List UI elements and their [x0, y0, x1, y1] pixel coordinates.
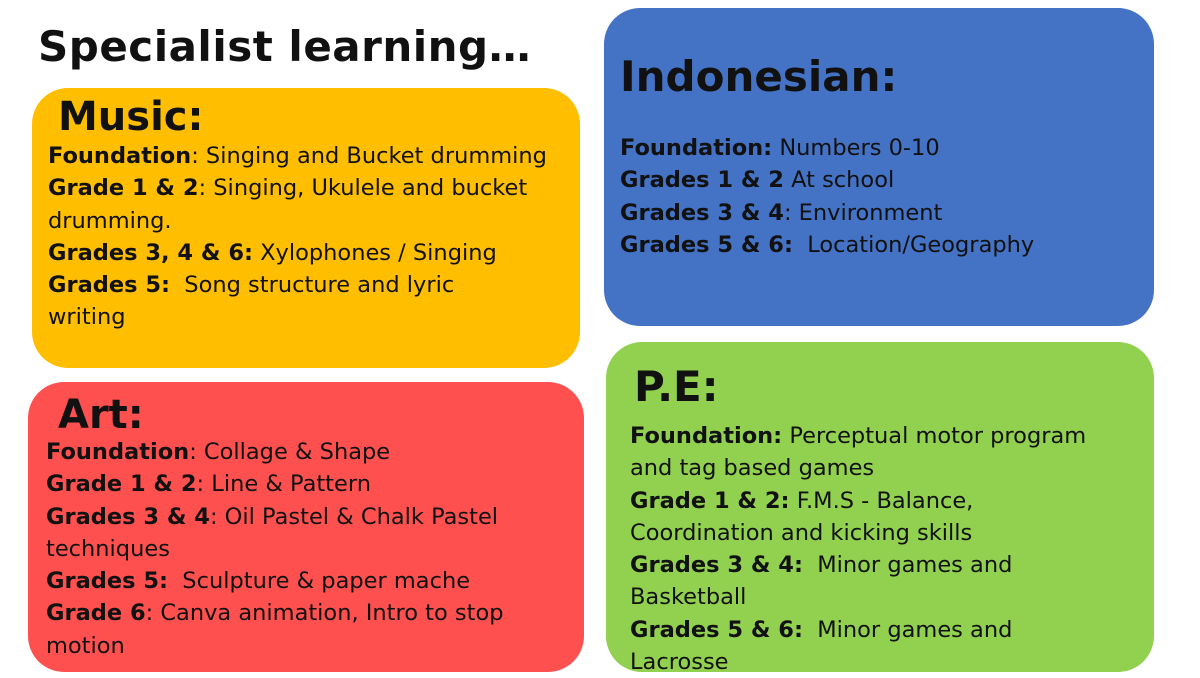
page-title: Specialist learning… [38, 22, 532, 71]
pe-line [630, 485, 1150, 517]
indonesian-line-text: At school [783, 167, 895, 194]
music-line-text: Xylophones / Singing [252, 239, 497, 266]
art-line [46, 630, 576, 662]
indonesian-panel [604, 8, 1154, 326]
music-panel-title: Music: [58, 94, 204, 140]
indonesian-panel-lines [620, 132, 1150, 261]
art-line-label: Grade 1 & 2 [46, 471, 197, 498]
indonesian-line-label: Grades 5 & 6: [620, 231, 793, 258]
pe-line [630, 420, 1150, 452]
music-panel [32, 88, 580, 368]
pe-line [630, 581, 1150, 613]
music-panel-lines [48, 140, 576, 334]
music-line [48, 205, 576, 237]
music-line [48, 301, 576, 333]
music-line [48, 140, 576, 172]
indonesian-line [620, 132, 1150, 164]
music-line-label: Grade 1 & 2 [48, 175, 199, 202]
art-line [46, 533, 576, 565]
art-panel [28, 382, 584, 672]
indonesian-line [620, 229, 1150, 261]
music-line-text: drumming. [48, 207, 172, 234]
pe-line-label: Grades 5 & 6: [630, 616, 803, 643]
music-line-text: : Singing, Ukulele and bucket [198, 175, 528, 202]
music-line [48, 172, 576, 204]
art-line-label: Grades 5: [46, 568, 168, 595]
pe-line-text: and tag based games [630, 455, 875, 482]
art-line [46, 597, 576, 629]
pe-line-text: Coordination and kicking skills [630, 519, 973, 546]
music-line-label: Foundation [48, 143, 192, 169]
music-line-label: Grades 5: [48, 272, 170, 299]
art-line [46, 501, 576, 533]
art-line [46, 468, 576, 500]
music-line-text: writing [48, 304, 126, 331]
pe-line-text: Minor games and [802, 552, 1013, 579]
indonesian-line-text: : Environment [783, 199, 943, 226]
pe-line-label: Grades 3 & 4: [630, 552, 803, 579]
pe-line-text: Basketball [630, 584, 747, 611]
art-line-text: Sculpture & paper mache [168, 568, 471, 595]
pe-panel-title: P.E: [634, 362, 719, 411]
indonesian-line [620, 164, 1150, 196]
indonesian-line-label: Foundation: [620, 135, 773, 161]
indonesian-line-text: Numbers 0-10 [772, 135, 940, 161]
pe-line-text: Minor games and [802, 616, 1013, 643]
art-line-label: Foundation [46, 439, 190, 465]
art-line-text: : Line & Pattern [196, 471, 371, 498]
pe-line-text: Perceptual motor program [782, 423, 1087, 449]
art-line [46, 565, 576, 597]
music-line-text: : Singing and Bucket drumming [191, 143, 547, 169]
indonesian-line-label: Grades 3 & 4 [620, 199, 784, 226]
indonesian-panel-title: Indonesian: [620, 52, 898, 101]
art-line-text: : Canva animation, Intro to stop [145, 600, 504, 627]
art-line-label: Grade 6 [46, 600, 146, 627]
art-line-label: Grades 3 & 4 [46, 503, 210, 530]
art-line-text: techniques [46, 535, 170, 562]
music-line-text: Song structure and lyric [170, 272, 455, 299]
indonesian-line [620, 197, 1150, 229]
pe-line [630, 614, 1150, 646]
art-line [46, 436, 576, 468]
art-line-text: motion [46, 632, 125, 659]
indonesian-line-text: Location/Geography [792, 231, 1035, 258]
pe-panel [606, 342, 1154, 676]
music-line-label: Grades 3, 4 & 6: [48, 239, 253, 266]
pe-line [630, 549, 1150, 581]
pe-line-text: F.M.S - Balance, [789, 487, 974, 514]
art-line-text: : Oil Pastel & Chalk Pastel [209, 503, 499, 530]
pe-line-label: Foundation: [630, 423, 783, 449]
pe-line [630, 452, 1150, 484]
art-panel-title: Art: [58, 392, 144, 438]
pe-line [630, 646, 1150, 678]
pe-line-text: Lacrosse [630, 649, 729, 676]
indonesian-line-label: Grades 1 & 2 [620, 167, 784, 194]
art-line-text: : Collage & Shape [189, 439, 391, 465]
art-panel-lines [46, 436, 576, 662]
pe-line [630, 517, 1150, 549]
music-line [48, 269, 576, 301]
pe-panel-lines [630, 420, 1150, 678]
pe-line-label: Grade 1 & 2: [630, 487, 790, 514]
music-line [48, 237, 576, 269]
